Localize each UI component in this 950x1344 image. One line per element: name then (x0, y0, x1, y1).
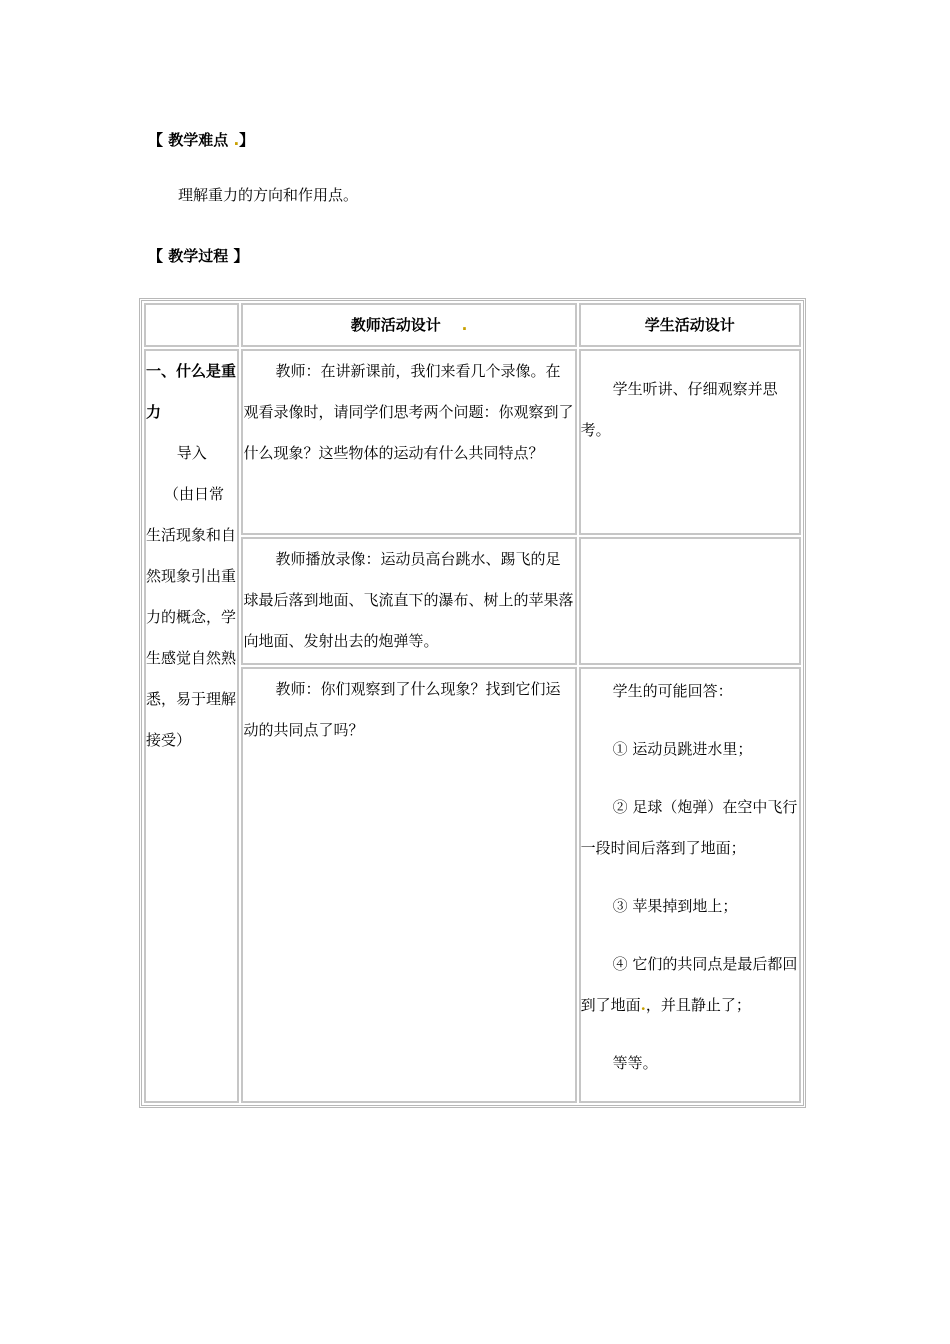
answer-4-part-a: ④ 它们的共同点是最后都回到了地面 (580, 955, 798, 1014)
section-note: （由日常生活现象和自然现象引出重力的概念，学生感觉自然熟悉，易于理解接受） (146, 485, 237, 749)
answer-1: ① 运动员跳进水里； (612, 740, 753, 758)
row1-teacher-text: 教师：在讲新课前，我们来看几个录像。在观看录像时，请同学们思考两个问题：你观察到了什么现象？这些物体的运动有什么共同特点？ (243, 362, 574, 462)
header-dot-mark: . (461, 316, 468, 334)
heading-process: 【 教学过程 】 (148, 247, 249, 265)
section-title: 一、什么是重力 (146, 362, 237, 421)
section-intro: 导入 (176, 444, 207, 462)
header-teacher-label: 教师活动设计 (350, 316, 441, 334)
row3-teacher-text: 教师：你们观察到了什么现象？找到它们运动的共同点了吗？ (243, 680, 561, 739)
header-empty-cell (144, 303, 239, 347)
row1-student-text: 学生听讲、仔细观察并思考。 (580, 380, 778, 439)
answer-etc: 等等。 (612, 1054, 658, 1072)
row1-teacher-cell (241, 349, 576, 535)
answer-4-part-b: ，并且静止了； (645, 996, 751, 1014)
row2-student-cell (579, 537, 801, 665)
answer-4 (581, 944, 799, 1026)
answer-3: ③ 苹果掉到地上； (612, 897, 738, 915)
difficulty-text: 理解重力的方向和作用点。 (178, 186, 359, 204)
answer-2: ② 足球（炮弹）在空中飞行一段时间后落到了地面； (580, 798, 798, 857)
row2-teacher-cell (241, 537, 576, 665)
row3-student-intro: 学生的可能回答： (612, 682, 733, 700)
heading-difficulty-end: 】 (239, 131, 255, 149)
answer-dot-mark: . (640, 996, 646, 1014)
table-row (144, 667, 801, 1103)
row2-teacher-text: 教师播放录像：运动员高台跳水、踢飞的足球最后落到地面、飞流直下的瀑布、树上的苹果落向地面、发射出去的炮弹等。 (243, 550, 574, 650)
header-student: 学生活动设计 (579, 303, 801, 347)
dot-mark: . (233, 131, 240, 149)
row1-student-cell (579, 349, 801, 535)
lesson-table (139, 298, 806, 1108)
table-row (144, 537, 801, 665)
table-row (144, 349, 801, 535)
heading-difficulty-text: 【 教学难点 (148, 131, 234, 149)
section-cell (144, 349, 239, 1103)
heading-difficulty (148, 129, 254, 150)
header-teacher (241, 303, 576, 347)
row3-teacher-cell (241, 667, 576, 1103)
row3-student-cell (579, 667, 801, 1103)
table-header-row (144, 303, 801, 347)
